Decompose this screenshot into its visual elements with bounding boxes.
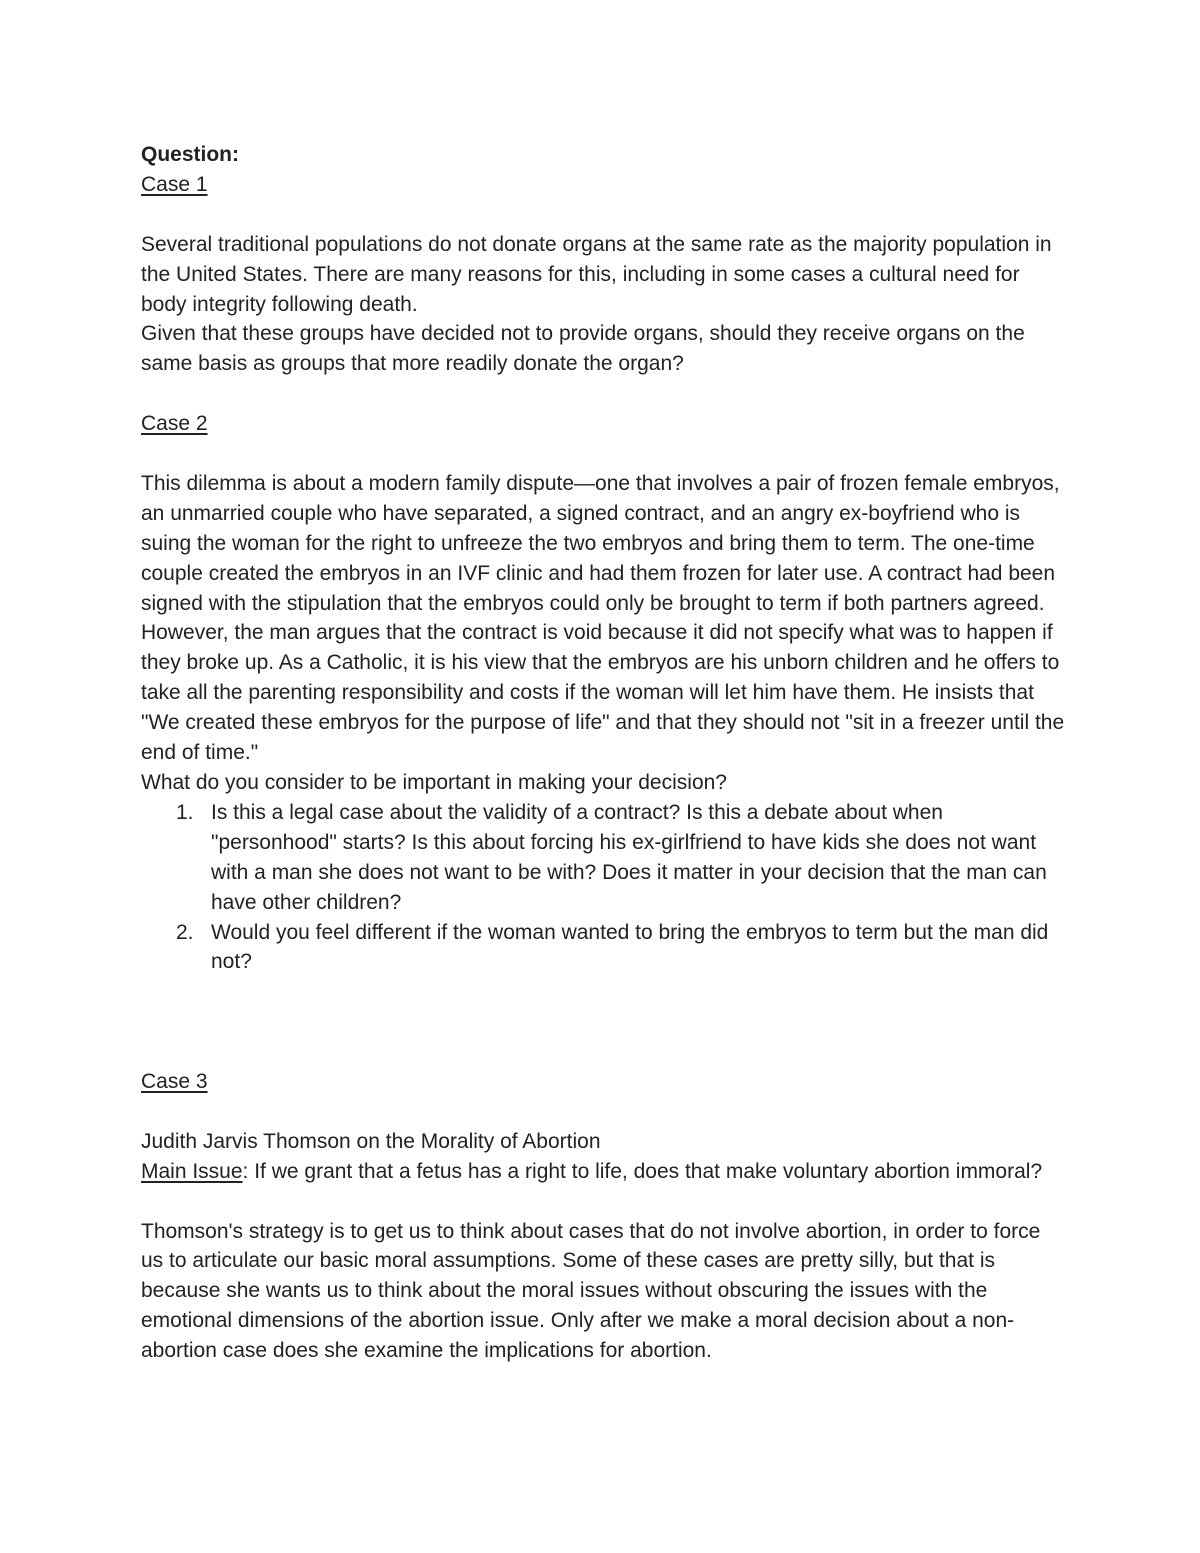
main-issue-text: : If we grant that a fetus has a right to life, does that make voluntary abortion immoral? <box>242 1159 1043 1183</box>
case-3-paragraph-1: Thomson's strategy is to get us to think about cases that do not involve abortion, in order to force us to articulate our basic moral assumptions. Some of these cases are pretty silly, but that is because she wants us to think about the moral issues without obscuring the issues with the emotional dimensions of the abortion issue. Only after we make a moral decision about a non-abortion case does she examine the implications for abortion. <box>141 1219 1041 1363</box>
question-heading: Question: <box>141 143 239 166</box>
case-2-paragraph-2: What do you consider to be important in making your decision? <box>141 770 727 794</box>
case-2-question-list <box>141 798 1066 977</box>
case-2-paragraph-1: This dilemma is about a modern family dispute—one that involves a pair of frozen female embryos, an unmarried couple who have separated, a signed contract, and an angry ex-boyfriend who is suing the woman for the right to unfreeze the two embryos and bring them to term. The one-time couple created the embryos in an IVF clinic and had them frozen for later use. A contract had been signed with the stipulation that the embryos could only be brought to term if both partners agreed. However, the man argues that the contract is void because it did not specify what was to happen if they broke up. As a Catholic, it is his view that the embryos are his unborn children and he offers to take all the parenting responsibility and costs if the woman will let him have them. He insists that "We created these embryos for the purpose of life" and that they should not "sit in a freezer until the end of time." <box>141 471 1065 765</box>
spacer <box>141 1187 1066 1217</box>
case-1-paragraph-1: Several traditional populations do not donate organs at the same rate as the majority population in the United States. There are many reasons for this, including in some cases a cultural need for body integrity following death. <box>141 232 1052 316</box>
case-3-main-issue <box>141 1157 1066 1187</box>
list-item-number: 2. <box>176 920 194 944</box>
spacer <box>141 977 1066 1067</box>
document-page <box>141 140 1066 1366</box>
list-item-text: Is this a legal case about the validity of a contract? Is this a debate about when "personhood" starts? Is this about forcing his ex-girlfriend to have kids she does not want with a man she does not want to be with? Does it matter in your decision that the man can have other children? <box>211 800 1047 914</box>
case-3-title: Case 3 <box>141 1070 208 1094</box>
spacer <box>141 1097 1066 1127</box>
case-3-section <box>141 1067 1066 1366</box>
case-1-section <box>141 170 1066 379</box>
list-item-number: 1. <box>176 800 194 824</box>
case-1-title: Case 1 <box>141 172 208 196</box>
case-2-section <box>141 409 1066 977</box>
case-3-subtitle: Judith Jarvis Thomson on the Morality of Abortion <box>141 1129 601 1153</box>
case-1-paragraph-2: Given that these groups have decided not to provide organs, should they receive organs on the same basis as groups that more readily donate the organ? <box>141 322 1025 376</box>
list-item <box>141 918 1066 978</box>
case-2-title: Case 2 <box>141 412 208 436</box>
main-issue-label: Main Issue <box>141 1159 243 1183</box>
spacer <box>141 439 1066 469</box>
spacer <box>141 200 1066 230</box>
spacer <box>141 379 1066 409</box>
list-item-text: Would you feel different if the woman wanted to bring the embryos to term but the man did not? <box>211 920 1049 974</box>
list-item <box>141 798 1066 918</box>
